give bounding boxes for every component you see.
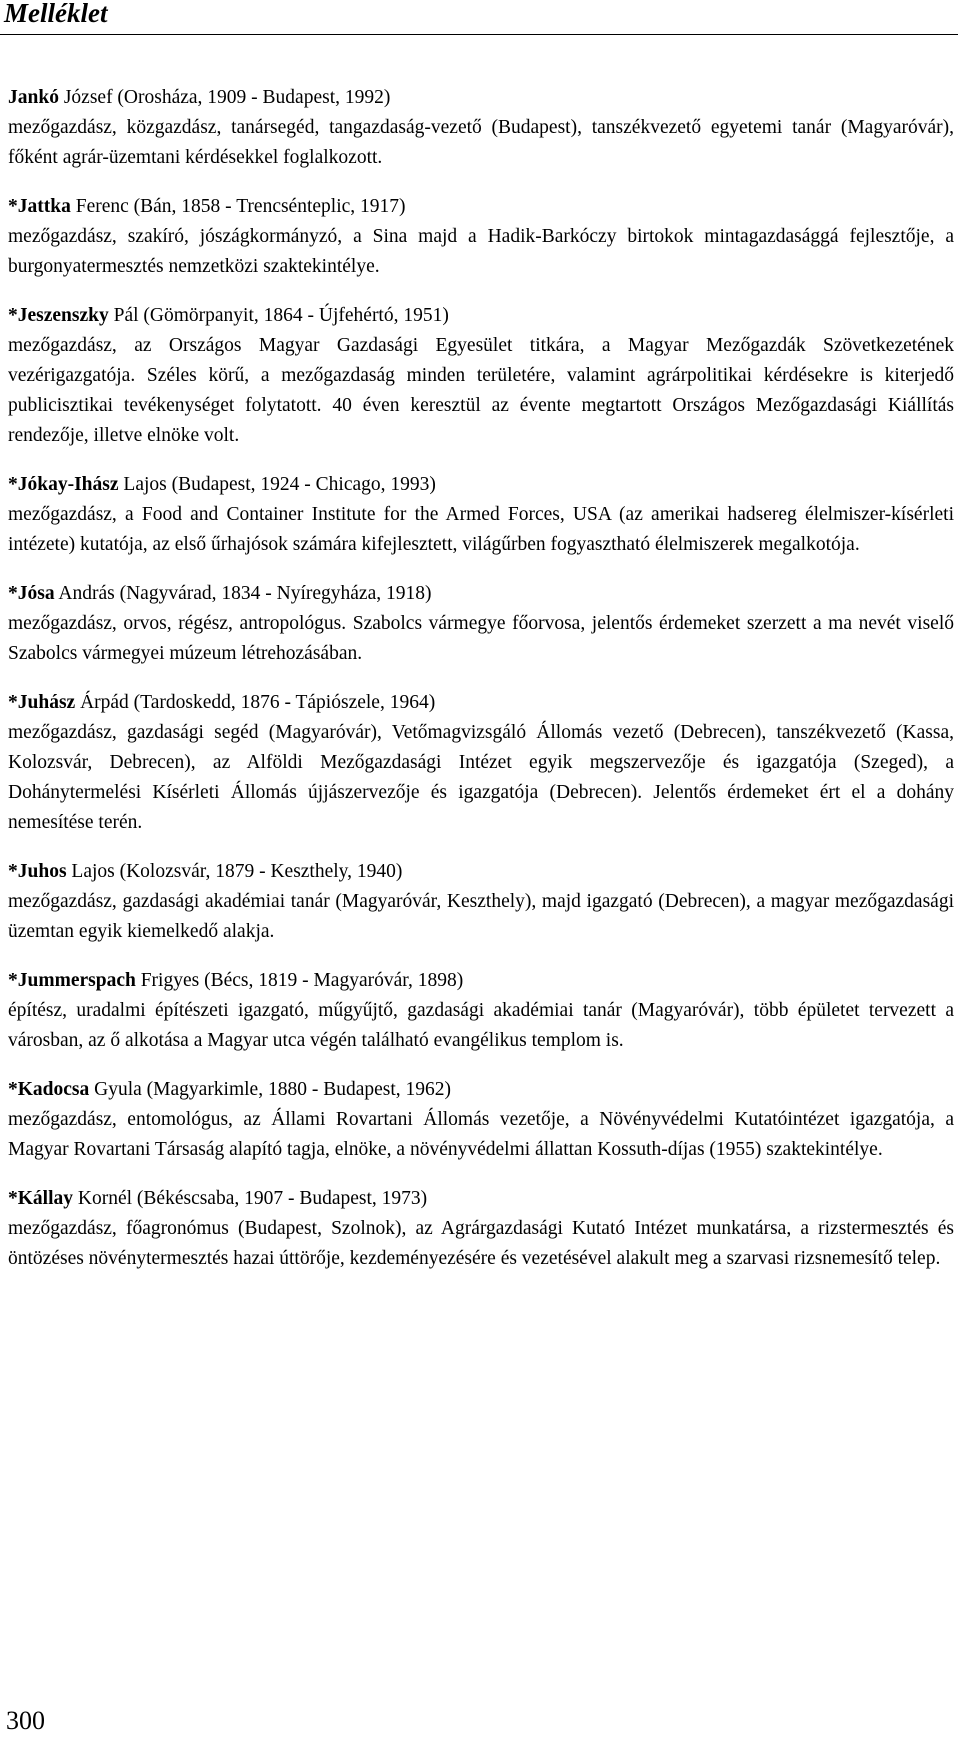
entry-text: mezőgazdász, gazdasági segéd (Magyaróvár), Vetőmagvizsgáló Állomás vezető (Debrecen), tanszékvezető (Kassa, Kolozsvár, Debrecen), az Alföldi Mezőgazdasági Intézet egyik megszervezője és igazgatója (Szeged), a Dohánytermelési Kísérleti Állomás újjászervezője és igazgatója (Debrecen). Jelentős érdemeket ért el a dohány nemesítése terén. xyxy=(8,722,954,833)
entry-surname: *Jummerspach xyxy=(8,970,136,991)
entry-heading xyxy=(8,192,954,222)
entry-heading xyxy=(8,579,954,609)
biography-entry xyxy=(8,1075,954,1165)
entry-heading xyxy=(8,857,954,887)
biography-entry xyxy=(8,192,954,282)
biography-entry xyxy=(8,301,954,451)
biography-entry xyxy=(8,688,954,838)
entry-text: mezőgazdász, gazdasági akadémiai tanár (Magyaróvár, Keszthely), majd igazgató (Debrecen), a magyar mezőgazdasági üzemtan egyik kiemelkedő alakja. xyxy=(8,891,954,942)
entry-surname: *Jattka xyxy=(8,196,71,217)
entry-heading xyxy=(8,688,954,718)
entry-surname: *Juhos xyxy=(8,861,67,882)
biography-entry xyxy=(8,579,954,669)
entry-surname: *Jókay-Ihász xyxy=(8,474,119,495)
entry-heading xyxy=(8,1075,954,1105)
entry-heading xyxy=(8,966,954,996)
entry-text: építész, uradalmi építészeti igazgató, műgyűjtő, gazdasági akadémiai tanár (Magyaróvár), több épületet tervezett a városban, az ő alkotása a Magyar utca végén található evangélikus templom is. xyxy=(8,1000,954,1051)
page-number: 300 xyxy=(6,1706,45,1735)
entry-text: mezőgazdász, főagronómus (Budapest, Szolnok), az Agrárgazdasági Kutató Intézet munkatársa, a rizstermesztés és öntözéses növénytermesztés hazai úttörője, kezdeményezésére és vezetésével alakult meg a szarvasi rizsnemesítő telep. xyxy=(8,1218,954,1269)
entry-text: mezőgazdász, orvos, régész, antropológus. Szabolcs vármegye főorvosa, jelentős érdemeket szerzett a ma nevét viselő Szabolcs vármegyei múzeum létrehozásában. xyxy=(8,613,954,664)
entry-details: Frigyes (Bécs, 1819 - Magyaróvár, 1898) xyxy=(135,970,464,991)
entry-details: Gyula (Magyarkimle, 1880 - Budapest, 1962) xyxy=(89,1079,452,1100)
entry-surname: Jankó xyxy=(8,87,59,108)
entry-surname: *Jósa xyxy=(8,583,55,604)
entry-text: mezőgazdász, szakíró, jószágkormányzó, a Sina majd a Hadik-Barkóczy birtokok mintagazdasággá fejlesztője, a burgonyatermesztés nemzetközi szaktekintélye. xyxy=(8,226,954,277)
entry-text: mezőgazdász, az Országos Magyar Gazdasági Egyesület titkára, a Magyar Mezőgazdák Szövetkezetének vezérigazgatója. Széles körű, a mezőgazdaság minden területére, valamint agrárpolitikai kérdésekre is kiterjedő publicisztikai tevékenységet folytatott. 40 éven keresztül az évente megtartott Országos Mezőgazdasági Kiállítás rendezője, illetve elnöke volt. xyxy=(8,335,954,446)
entry-details: Ferenc (Bán, 1858 - Trencsénteplic, 1917) xyxy=(70,196,406,217)
entry-surname: *Jeszenszky xyxy=(8,305,109,326)
biography-list xyxy=(8,83,954,1293)
entry-surname: *Kadocsa xyxy=(8,1079,90,1100)
entry-text: mezőgazdász, a Food and Container Institute for the Armed Forces, USA (az amerikai hadsereg élelmiszer-kísérleti intézete) kutatója, az első űrhajósok számára kifejlesztett, világűrben fogyasztható élelmiszerek megalkotója. xyxy=(8,504,954,555)
biography-entry xyxy=(8,857,954,947)
entry-details: Lajos (Budapest, 1924 - Chicago, 1993) xyxy=(118,474,436,495)
entry-heading xyxy=(8,83,954,113)
entry-text: mezőgazdász, közgazdász, tanársegéd, tangazdaság-vezető (Budapest), tanszékvezető egyetemi tanár (Magyaróvár), főként agrár-üzemtani kérdésekkel foglalkozott. xyxy=(8,117,954,168)
entry-text: mezőgazdász, entomológus, az Állami Rovartani Állomás vezetője, a Növényvédelmi Kutatóintézet igazgatója, a Magyar Rovartani Társaság alapító tagja, elnöke, a növényvédelmi állattan Kossuth-díjas (1955) szaktekintélye. xyxy=(8,1109,954,1160)
entry-heading xyxy=(8,1184,954,1214)
entry-heading xyxy=(8,301,954,331)
section-title: Melléklet xyxy=(4,0,108,28)
biography-entry xyxy=(8,83,954,173)
entry-surname: *Juhász xyxy=(8,692,76,713)
biography-entry xyxy=(8,470,954,560)
entry-details: András (Nagyvárad, 1834 - Nyíregyháza, 1918) xyxy=(54,583,432,604)
entry-heading xyxy=(8,470,954,500)
biography-entry xyxy=(8,966,954,1056)
entry-details: Kornél (Békéscsaba, 1907 - Budapest, 1973) xyxy=(73,1188,428,1209)
entry-details: József (Orosháza, 1909 - Budapest, 1992) xyxy=(58,87,391,108)
page-header xyxy=(0,0,958,35)
entry-details: Lajos (Kolozsvár, 1879 - Keszthely, 1940) xyxy=(66,861,403,882)
entry-surname: *Kállay xyxy=(8,1188,74,1209)
biography-entry xyxy=(8,1184,954,1274)
entry-details: Pál (Gömörpanyit, 1864 - Újfehértó, 1951) xyxy=(108,305,449,326)
entry-details: Árpád (Tardoskedd, 1876 - Tápiószele, 1964) xyxy=(75,692,436,713)
